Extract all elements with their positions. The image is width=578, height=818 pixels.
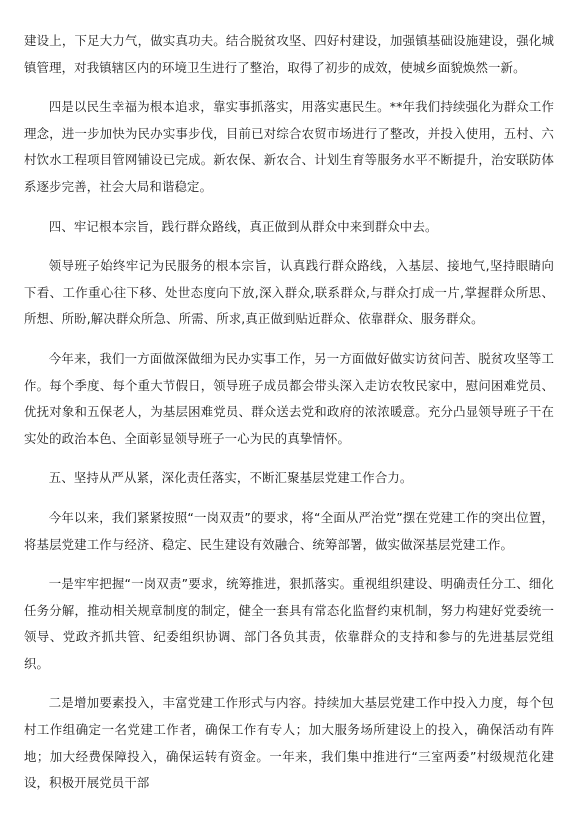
paragraph-gap [24,81,554,94]
paragraph-1: 建设上，下足大力气，做实真功夫。结合脱贫攻坚、四好村建设，加强镇基础设施建设，强化城镇管理，对我镇辖区内的环境卫生进行了整治，取得了初步的成效，使城乡面貌焕然一新。 [24,33,554,75]
paragraph-gap [24,492,554,505]
paragraph-7: 二是增加要素投入，丰富党建工作形式与内容。持续加大基层党建工作中投入力度，每个包村工作组确定一名党建工作者，确保工作有专人；加大服务场所建设上的投入，确保活动有阵地；加大经费保障投入，确保运转有资金。一年来，我们集中推进行“三室两委”村级规范化建设，积极开展党员干部 [24,695,554,791]
paragraph-3: 领导班子始终牢记为民服务的根本宗旨，认真践行群众路线，入基层、接地气,坚持眼睛向下看、工作重心往下移、处世态度向下放,深入群众,联系群众,与群众打成一片,掌握群众所思、所想、所盼,解决群众所急、所需、所求,真正做到贴近群众、依靠群众、服务群众。 [24,258,554,327]
paragraph-4: 今年来，我们一方面做深做细为民办实事工作，另一方面做好做实访贫问苦、脱贫攻坚等工作。每个季度、每个重大节假日，领导班子成员都会带头深入走访农牧民家中，慰问困难党员、优抚对象和五保老人，为基层困难党员、群众送去党和政府的浓浓暖意。充分凸显领导班子干在实处的政治本色、全面彰显领导班子一心为民的真挚情怀。 [24,350,554,446]
paragraph-5: 今年以来，我们紧紧按照“一岗双责”的要求，将“全面从严治党”摆在党建工作的突出位置，将基层党建工作与经济、稳定、民生建设有效融合、统筹部署，做实做深基层党建工作。 [24,509,554,552]
paragraph-6: 一是牢牢把握“一岗双责”要求，统筹推进，狠抓落实。重视组织建设、明确责任分工、细化任务分解，推动相关规章制度的制定，健全一套具有常态化监督约束机制，努力构建好党委统一领导、党政齐抓共管、纪委组织协调、部门各负其责，依靠群众的支持和参与的先进基层党组织。 [24,576,554,671]
paragraph-gap [24,677,554,690]
section-heading-5: 五、坚持从严从紧，深化责任落实，不断汇聚基层党建工作合力。 [48,470,413,486]
paragraph-2: 四是以民生幸福为根本追求，靠实事抓落实，用落实惠民生。**年我们持续强化为群众工作理念，进一步加快为民办实事步伐，目前已对综合农贸市场进行了整改，并投入使用，五村、六村饮水工程项目管网铺设已完成。新农保、新农合、计划生育等服务水平不断提升，治安联防体系逐步完善，社会大局和谐稳定。 [24,99,554,194]
section-heading-4: 四、牢记根本宗旨，践行群众路线，真正做到从群众中来到群众中去。 [48,218,438,234]
paragraph-gap [24,201,554,214]
paragraph-gap [24,333,554,346]
paragraph-gap [24,558,554,571]
paragraph-gap [24,240,554,253]
paragraph-gap [24,452,554,465]
